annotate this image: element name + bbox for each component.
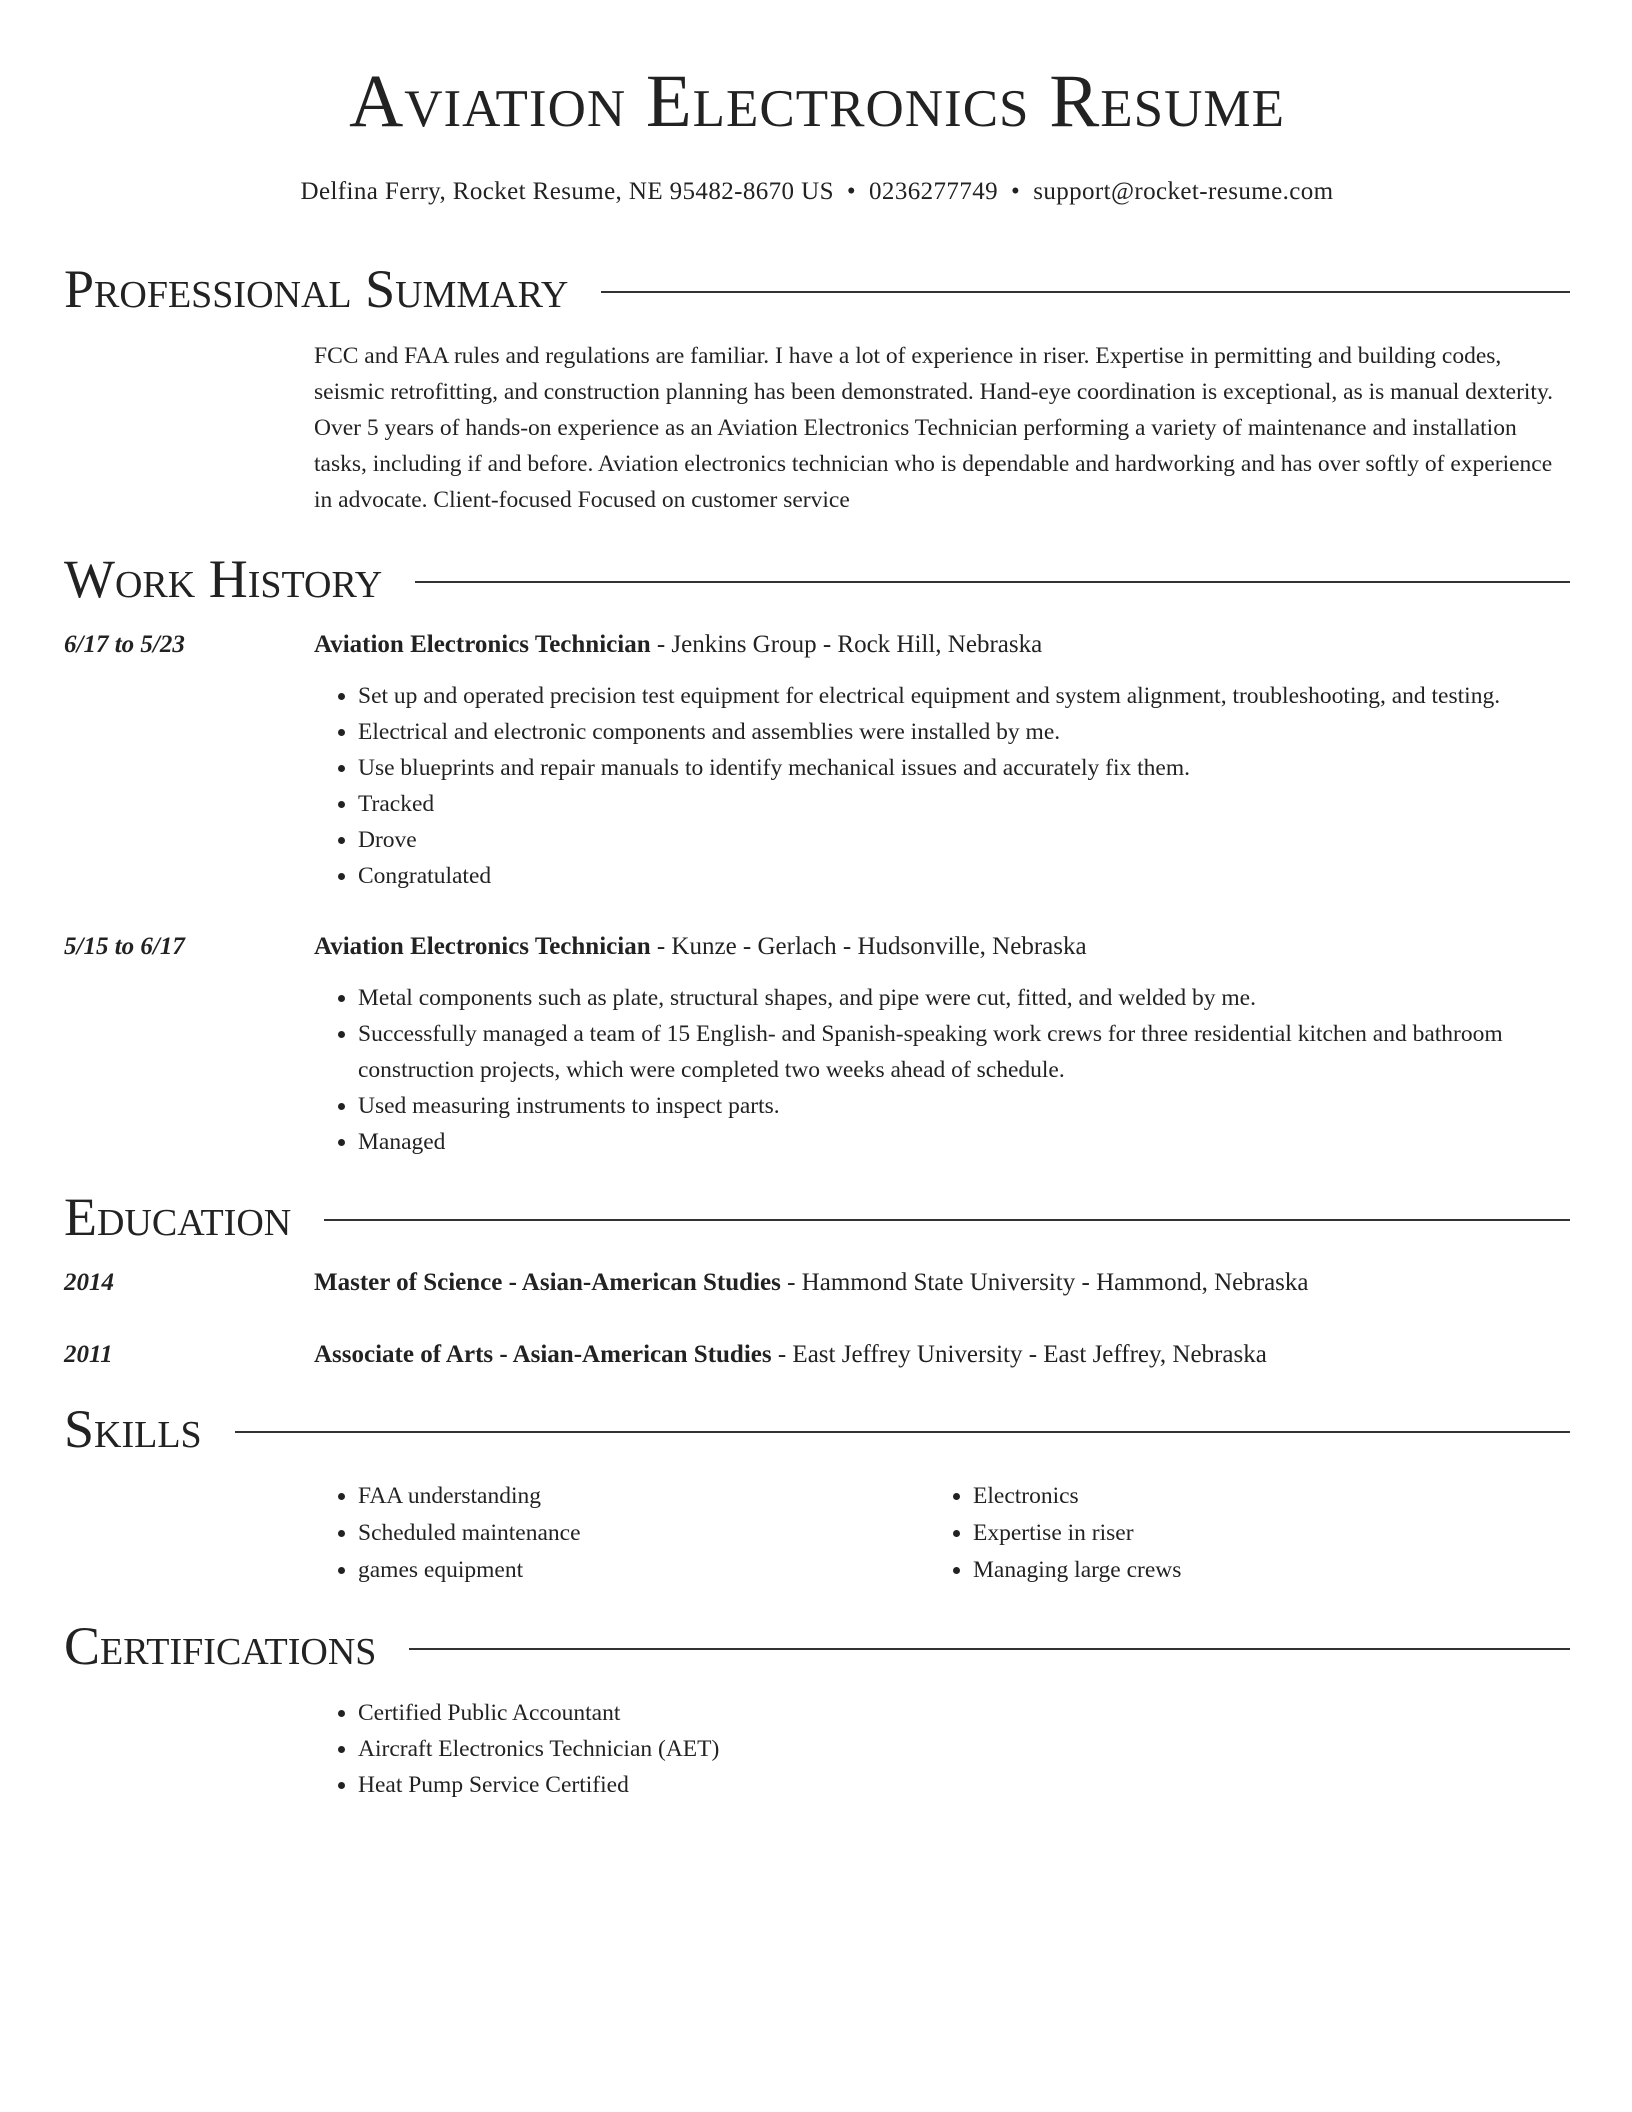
skills-grid bbox=[314, 1478, 1570, 1589]
job-entry bbox=[64, 928, 1570, 1160]
summary-section-header bbox=[64, 258, 1570, 320]
job-role: Aviation Electronics Technician bbox=[314, 631, 651, 658]
list-item: • Expertise in riser bbox=[973, 1515, 1544, 1552]
list-item: • Heat Pump Service Certified bbox=[358, 1767, 1570, 1803]
list-item: • FAA understanding bbox=[358, 1478, 929, 1515]
section-divider bbox=[235, 1431, 1570, 1433]
section-divider bbox=[324, 1219, 1570, 1221]
job-heading bbox=[314, 626, 1570, 664]
job-role: Aviation Electronics Technician bbox=[314, 933, 651, 960]
list-item: • games equipment bbox=[358, 1552, 929, 1589]
summary-text: FCC and FAA rules and regulations are familiar. I have a lot of experience in riser. Expertise in permitting and building codes, seismic retrofitting, and construction planning has been demonstrated. Hand-eye coordination is exceptional, as is manual dexterity. Over 5 years of hands-on experience as an Aviation Electronics Technician performing a variety of maintenance and installation tasks, including if and before. Aviation electronics technician who is dependable and hardworking and has over softly of experience in advocate. Client-focused Focused on customer service bbox=[314, 343, 1554, 513]
section-title: Education bbox=[64, 1187, 292, 1247]
contact-phone: 0236277749 bbox=[869, 178, 999, 205]
education-section-header bbox=[64, 1186, 1570, 1248]
list-item: • Aircraft Electronics Technician (AET) bbox=[358, 1731, 1570, 1767]
list-item: • Managing large crews bbox=[973, 1552, 1544, 1589]
education-degree: Master of Science - Asian-American Studies bbox=[314, 1269, 781, 1296]
section-title: Professional Summary bbox=[64, 259, 569, 319]
list-item: • Congratulated bbox=[358, 858, 1570, 894]
education-entry bbox=[64, 1264, 1570, 1302]
list-item: • Use blueprints and repair manuals to identify mechanical issues and accurately fix them. bbox=[358, 750, 1570, 786]
skills-column-left bbox=[314, 1478, 929, 1589]
section-divider bbox=[601, 291, 1570, 293]
job-bullets bbox=[314, 678, 1570, 894]
job-details: - Kunze - Gerlach - Hudsonville, Nebraska bbox=[650, 933, 1087, 960]
job-dates: 5/15 to 6/17 bbox=[64, 933, 185, 960]
work-history-section-header bbox=[64, 548, 1570, 610]
section-title: Skills bbox=[64, 1399, 202, 1459]
education-heading bbox=[314, 1336, 1570, 1374]
list-item: • Electronics bbox=[973, 1478, 1544, 1515]
list-item: • Certified Public Accountant bbox=[358, 1695, 1570, 1731]
job-bullets bbox=[314, 980, 1570, 1160]
list-item: • Electrical and electronic components and assemblies were installed by me. bbox=[358, 714, 1570, 750]
education-details: - Hammond State University - Hammond, Nebraska bbox=[780, 1269, 1309, 1296]
education-heading bbox=[314, 1264, 1570, 1302]
certifications-list bbox=[314, 1695, 1570, 1803]
contact-separator: • bbox=[846, 178, 857, 205]
list-item: • Scheduled maintenance bbox=[358, 1515, 929, 1552]
section-divider bbox=[409, 1648, 1570, 1650]
job-details: - Jenkins Group - Rock Hill, Nebraska bbox=[650, 631, 1043, 658]
list-item: • Metal components such as plate, structural shapes, and pipe were cut, fitted, and welded by me. bbox=[358, 980, 1570, 1016]
contact-line bbox=[64, 176, 1570, 208]
list-item: • Drove bbox=[358, 822, 1570, 858]
list-item: • Successfully managed a team of 15 English- and Spanish-speaking work crews for three residential kitchen and bathroom construction projects, which were completed two weeks ahead of schedule. bbox=[358, 1016, 1570, 1088]
skills-section-header bbox=[64, 1398, 1570, 1460]
job-entry bbox=[64, 626, 1570, 894]
list-item: • Set up and operated precision test equipment for electrical equipment and system alignment, troubleshooting, and testing. bbox=[358, 678, 1570, 714]
education-entry bbox=[64, 1336, 1570, 1374]
education-year: 2011 bbox=[64, 1341, 113, 1368]
education-details: - East Jeffrey University - East Jeffrey, Nebraska bbox=[771, 1341, 1267, 1368]
education-year: 2014 bbox=[64, 1269, 114, 1296]
resume-title: Aviation Electronics Resume bbox=[349, 60, 1285, 143]
education-degree: Associate of Arts - Asian-American Studies bbox=[314, 1341, 772, 1368]
skills-column-right bbox=[929, 1478, 1544, 1589]
contact-separator: • bbox=[1011, 178, 1021, 205]
contact-address: Delfina Ferry, Rocket Resume, NE 95482-8670 US bbox=[300, 178, 834, 205]
section-title: Work History bbox=[64, 549, 383, 609]
list-item: • Managed bbox=[358, 1124, 1570, 1160]
contact-email: support@rocket-resume.com bbox=[1033, 178, 1334, 205]
list-item: • Used measuring instruments to inspect parts. bbox=[358, 1088, 1570, 1124]
certifications-section-header bbox=[64, 1615, 1570, 1677]
section-divider bbox=[415, 581, 1570, 583]
job-heading bbox=[314, 928, 1570, 966]
section-title: Certifications bbox=[64, 1616, 377, 1676]
job-dates: 6/17 to 5/23 bbox=[64, 631, 185, 658]
list-item: • Tracked bbox=[358, 786, 1570, 822]
